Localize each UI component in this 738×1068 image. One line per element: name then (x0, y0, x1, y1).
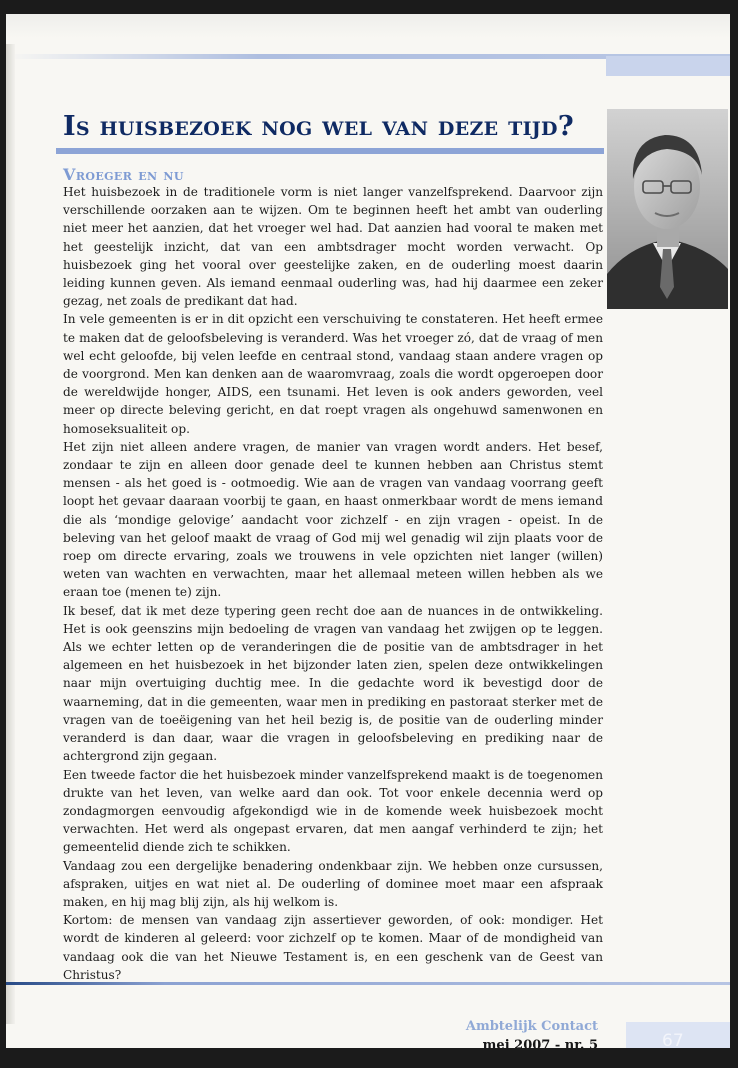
paragraph: In vele gemeenten is er in dit opzicht een verschuiving te constateren. Het heeft ermee te maken dat de geloofsbeleving is veranderd. Was het vroeger zó, dat de vraag of men wel echt geloofde, bij velen leefde en centraal stond, vandaag staan andere vragen op de voorgrond. Men kan denken aan de waaromvraag, zoals die wordt opgeroepen door de wereldwijde honger, AIDS, een tsunami. Het leven is ook anders geworden, veel meer op directe beleving gericht, en dat roept vragen als ongehuwd samenwonen en homoseksualiteit op. (63, 312, 603, 436)
paragraph: Ik besef, dat ik met deze typering geen recht doe aan de nuances in de ontwikkeling. Het is ook geenszins mijn bedoeling de vragen van vandaag het zwijgen op te leggen. Als we echter letten op de veranderingen die de positie van de ambtsdrager in het algemeen en het huisbezoek in het bijzonder laten zien, spelen deze ontwikkelingen naar mijn overtuiging duchtig mee. In die gedachte word ik bevestigd door de waarneming, dat in die gemeenten, waar men in prediking en pastoraat sterker met de vragen van de toeëigening van het heil bezig is, de positie van de ouderling minder veranderd is dan daar, waar die vragen in geloofsbeleving en prediking naar de achtergrond zijn gegaan. (63, 603, 603, 764)
paragraph: Het huisbezoek in de traditionele vorm is niet langer vanzelfsprekend. Daarvoor zijn verschillende oorzaken aan te wijzen. Om te beginnen heeft het ambt van ouderling niet meer het aanzien, dat het vroeger wel had. Dat aanzien had vooral te maken met het geestelijk inzicht, dat van een ambtsdrager mocht worden verwacht. Op huisbezoek ging het vooral over geestelijke zaken, en de ouderling moest daarin leiding kunnen geven. Als iemand eenmaal ouderling was, had hij daarmee een zeker gezag, net zoals de predikant dat had. (63, 185, 603, 309)
author-portrait (607, 109, 728, 309)
paragraph: Een tweede factor die het huisbezoek minder vanzelfsprekend maakt is de toegenomen drukte van het leven, van welke aard dan ook. Tot voor enkele decennia werd op zondagmorgen eenvoudig afgekondigd wie in de komende week huisbezoek mocht verwachten. Het werd als ongepast ervaren, dat men aangaf verhinderd te zijn; het gemeentelid diende zich te schikken. (63, 767, 603, 855)
magazine-page (6, 14, 730, 1048)
top-shading (6, 14, 730, 38)
paragraph: Vandaag zou een dergelijke benadering ondenkbaar zijn. We hebben onze cursussen, afspraken, uitjes en wat niet al. De ouderling of dominee moet maar een afspraak maken, en hij mag blij zijn, als hij welkom is. (63, 858, 603, 909)
article-body (63, 183, 603, 984)
paragraph: Het zijn niet alleen andere vragen, de manier van vragen wordt anders. Het besef, zondaar te zijn en alleen door genade deel te kunnen hebben aan Christus stemt mensen - als het goed is - ootmoedig. Wie aan de vragen van vandaag voorrang geeft loopt het gevaar daaraan voorbij te gaan, en haast onmerkbaar wordt de mens iemand die als ‘mondige gelovige’ aandacht voor zichzelf - en zijn vragen - opeist. In de beleving van het geloof maakt de vraag of God mij wel genadig wil zijn plaats voor de roep om directe ervaring, zoals we trouwens in vele opzichten niet langer (willen) weten van wachten en verwachten, maar het allemaal meteen willen hebben als we eraan toe (menen te) zijn. (63, 439, 603, 600)
top-decorative-band (606, 56, 730, 76)
page-edge-shadow (6, 44, 15, 1024)
issue-info: mei 2007 - nr. 5 (482, 1038, 598, 1048)
page-number: 67 (662, 1031, 684, 1048)
author-portrait-image (607, 109, 728, 309)
footer-rule (6, 982, 730, 985)
section-heading: Vroeger en nu (63, 165, 184, 184)
article-title: Is huisbezoek nog wel van deze tijd? (63, 111, 574, 142)
paragraph: Kortom: de mensen van vandaag zijn assertiever geworden, of ook: mondiger. Het wordt de kinderen al geleerd: voor zichzelf op te komen. Maar of de mondigheid van vandaag ook die van het Nieuwe Testament is, en een geschenk van de Geest van Christus? (63, 913, 603, 982)
title-underline (56, 148, 604, 154)
journal-name: Ambtelijk Contact (465, 1019, 598, 1034)
